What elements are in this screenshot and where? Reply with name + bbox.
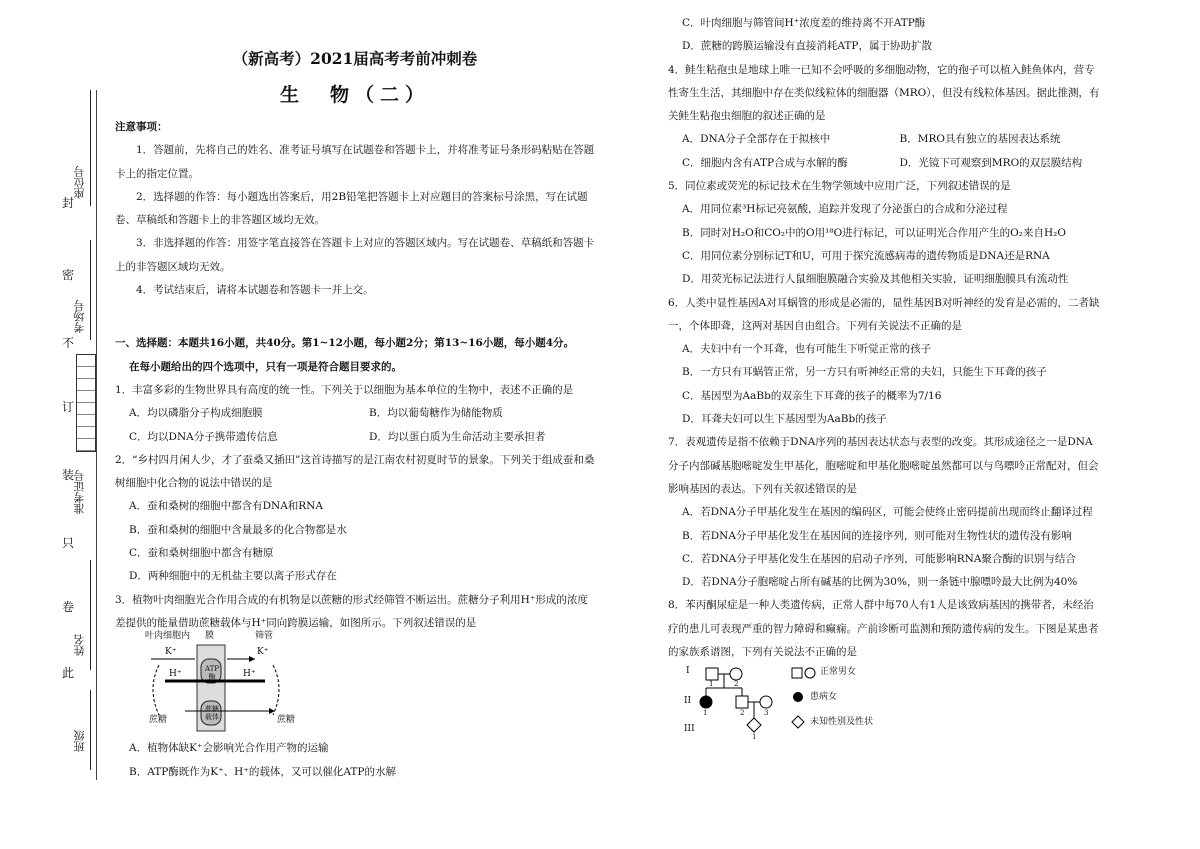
pedigree-gen-iii: III: [684, 724, 695, 735]
q2-option-b[interactable]: B．蚕和桑树的细胞中含量最多的化合物都是水: [129, 523, 347, 536]
exam-room-line: [90, 240, 91, 340]
question-1-stem: 1．丰富多彩的生物世界具有高度的统一性。下列关于以细胞为基本单位的生物中，表述不正确的是: [115, 383, 574, 396]
binding-char: 不: [62, 336, 75, 350]
figure-label-k-right: K⁺: [257, 647, 269, 658]
notice-item: 1．答题前，先将自己的姓名、准考证号填写在试题卷和答题卡上，并将准考证号条形码粘贴在答题卡上的指定位置。: [115, 144, 595, 180]
membrane-transport-figure: [145, 631, 305, 737]
q3-option-a[interactable]: A．植物体缺K⁺会影响光合作用产物的运输: [129, 742, 329, 755]
class-line: [90, 690, 91, 770]
q6-option-b[interactable]: B．一方只有耳蜗管正常，另一方只有听神经正常的夫妇，只能生下耳聋的孩子: [682, 366, 1047, 379]
binding-char: 只: [62, 536, 75, 550]
q4-option-b[interactable]: B．MRO具有独立的基因表达系统: [899, 133, 1061, 146]
class-label: 班级: [73, 730, 86, 752]
figure-label-atp-enzyme: ATP酶: [204, 665, 220, 682]
q7-option-d[interactable]: D．若DNA分子胞嘧啶占所有碱基的比例为30%，则一条链中腺嘌呤最大比例为40%: [682, 576, 1078, 589]
question-7-stem: 7．表观遗传是指不依赖于DNA序列的基因表达状态与表型的改变。其形成途径之一是DNA分子内部碱基胞嘧啶发生甲基化，胞嘧啶和甲基化胞嘧啶虽然都可以与鸟嘌呤正常配对，但会影响基因的表达。下列有关叙述错误的是: [668, 436, 1099, 495]
section-heading-line2: 在每小题给出的四个选项中，只有一项是符合题目要求的。: [129, 360, 402, 373]
q4-option-c[interactable]: C．细胞内含有ATP合成与水解的酶: [682, 156, 848, 169]
pedigree-figure: [684, 664, 884, 744]
pedigree-iii1-unknown: [747, 718, 761, 732]
q2-option-c[interactable]: C．蚕和桑树细胞中都含有糖原: [129, 547, 274, 560]
exam-title: （新高考）2021届高考考前冲刺卷: [232, 49, 478, 68]
q1-option-d[interactable]: D．均以蛋白质为生命活动主要承担者: [369, 430, 546, 443]
seat-number-line: [90, 90, 91, 206]
question-5-stem: 5．同位素或荧光的标记技术在生物学领域中应用广泛，下列叙述错误的是: [668, 180, 1011, 193]
q5-option-b[interactable]: B．同时对H₂O和CO₂中的O用¹⁸O进行标记，可以证明光合作用产生的O₂来自H₂O: [682, 226, 1066, 239]
notice-item: 2．选择题的作答：每小题选出答案后，用2B铅笔把答题卡上对应题目的答案标号涂黑，写在试题卷、草稿纸和答题卡上的非答题区域均无效。: [115, 190, 588, 227]
q5-option-c[interactable]: C．用同位素分别标记T和U，可用于探究流感病毒的遗传物质是DNA还是RNA: [682, 249, 1050, 262]
id-number-label: 准考证号: [73, 470, 86, 514]
pedigree-gen-i: I: [686, 666, 690, 677]
figure-label-carrier: 蔗糖载体: [205, 705, 219, 722]
exam-room-label: 考场号: [73, 300, 86, 333]
pedigree-num: 3: [764, 709, 769, 718]
notice-item: 4．考试结束后，请将本试题卷和答题卡一并上交。: [136, 284, 374, 297]
right-column: [668, 12, 1103, 744]
q3-option-b[interactable]: B．ATP酶既作为K⁺、H⁺的载体，又可以催化ATP的水解: [129, 765, 396, 778]
seat-number-label: 座位号: [73, 166, 86, 199]
name-line: [90, 560, 91, 670]
q5-option-a[interactable]: A．用同位素³H标记亮氨酸，追踪并发现了分泌蛋白的合成和分泌过程: [682, 203, 1008, 216]
figure-label-cell: 叶肉细胞内: [145, 631, 191, 642]
pedigree-gen-ii: II: [684, 696, 692, 707]
figure-label-k-left: K⁺: [165, 647, 177, 658]
binding-char: 订: [62, 400, 75, 414]
legend-unknown-icon: [792, 716, 804, 728]
binding-char: 封: [62, 196, 75, 210]
notice-item: 3．非选择题的作答：用签字笔直接答在答题卡上对应的答题区域内。写在试题卷、草稿纸和答题卡上的非答题区域均无效。: [115, 237, 595, 273]
notice-heading: 注意事项：: [115, 121, 168, 133]
binding-line: [96, 90, 97, 780]
q2-option-a[interactable]: A．蚕和桑树的细胞中都含有DNA和RNA: [129, 500, 323, 513]
exam-subtitle: 生 物（二）: [279, 84, 430, 106]
pedigree-ii1-affected-female: [700, 696, 712, 708]
figure-label-sieve: 筛管: [255, 631, 274, 642]
pedigree-i2-female: [730, 668, 742, 680]
pedigree-num: 2: [740, 709, 745, 718]
q2-option-d[interactable]: D．两种细胞中的无机盐主要以离子形式存在: [129, 570, 337, 583]
binding-char: 此: [62, 666, 75, 680]
pedigree-num: 1: [752, 733, 757, 742]
q4-option-d[interactable]: D．光镜下可观察到MRO的双层膜结构: [899, 156, 1083, 169]
pedigree-num: 1: [703, 709, 708, 718]
q1-option-a[interactable]: A．均以磷脂分子构成细胞膜: [129, 407, 263, 420]
binding-char: 装: [62, 468, 75, 482]
figure-label-h-right: H⁺: [243, 669, 256, 680]
q1-option-c[interactable]: C．均以DNA分子携带遗传信息: [129, 430, 278, 443]
pedigree-num: 2: [734, 680, 739, 689]
question-4-stem: 4．鲑生粘孢虫是地球上唯一已知不会呼吸的多细胞动物，它的孢子可以植入鲑鱼体内，营专性寄生生活，其细胞中存在类似线粒体的细胞器（MRO），但没有线粒体基因。据此推测，有关鲑生粘孢虫细胞的叙述正确的是: [668, 63, 1100, 123]
q6-option-a[interactable]: A．夫妇中有一个耳聋，也有可能生下听觉正常的孩子: [682, 343, 932, 356]
question-8-stem: 8．苯丙酮尿症是一种人类遗传病，正常人群中每70人有1人是该致病基因的携带者，未经治疗的患儿可表现严重的智力障碍和癫痫。产前诊断可监测和预防遗传病的发生。下图是某患者的家族系谱图，下列有关说法不正确的是: [668, 599, 1099, 659]
question-6-stem: 6．人类中显性基因A对耳蜗管的形成是必需的，显性基因B对听神经的发育是必需的，二者缺一，个体即聋，这两对基因自由组合。下列有关说法不正确的是: [668, 296, 1100, 332]
id-number-grid[interactable]: [76, 354, 96, 452]
q3-option-c[interactable]: C．叶肉细胞与筛管间H⁺浓度差的维持离不开ATP酶: [682, 17, 926, 29]
binding-char: 密: [62, 268, 75, 282]
figure-label-sucrose-right: 蔗糖: [277, 715, 296, 726]
legend-normal-label: 正常男女: [820, 667, 857, 678]
legend-affected-label: 患病女: [810, 692, 838, 703]
pedigree-ii3-female: [760, 696, 772, 708]
q6-option-c[interactable]: C．基因型为AaBb的双亲生下耳聋的孩子的概率为7/16: [682, 389, 942, 402]
q4-option-a[interactable]: A．DNA分子全部存在于拟核中: [682, 133, 831, 146]
legend-affected-female-icon: [793, 692, 803, 702]
question-3-stem: 3．植物叶肉细胞光合作用合成的有机物是以蔗糖的形式经筛管不断运出。蔗糖分子利用H⁺形成的浓度差提供的能量借助蔗糖载体与H⁺同向跨膜运输，如图所示。下列叙述错误的是: [115, 593, 588, 629]
q6-option-d[interactable]: D．耳聋夫妇可以生下基因型为AaBb的孩子: [682, 413, 887, 426]
question-2-stem: 2．“乡村四月闲人少，才了蚕桑又插田”这首诗描写的是江南农村初夏时节的景象。下列关于组成蚕和桑树细胞中化合物的说法中错误的是: [115, 453, 595, 490]
name-label: 姓名: [73, 634, 86, 656]
section-heading: 一、选择题：本题共16小题，共40分。第1~12小题，每小题2分；第13~16小题，每小题4分。: [115, 337, 575, 350]
figure-label-membrane: 膜: [205, 631, 215, 642]
q1-option-b[interactable]: B．均以葡萄糖作为储能物质: [369, 407, 503, 420]
pedigree-num: 1: [709, 680, 714, 689]
pedigree-ii2-male: [736, 696, 748, 708]
q7-option-a[interactable]: A．若DNA分子甲基化发生在基因的编码区，可能会使终止密码提前出现而终止翻译过程: [682, 506, 1093, 519]
legend-unknown-label: 未知性别及性状: [810, 717, 874, 728]
figure-label-h-left: H⁺: [169, 669, 182, 680]
q5-option-d[interactable]: D．用荧光标记法进行人鼠细胞膜融合实验及其他相关实验，证明细胞膜具有流动性: [682, 273, 1069, 286]
q7-option-b[interactable]: B．若DNA分子甲基化发生在基因间的连接序列，则可能对生物性状的遗传没有影响: [682, 529, 1072, 542]
left-column: [115, 46, 595, 784]
legend-normal-female-icon: [805, 668, 815, 678]
legend-normal-male-icon: [792, 668, 802, 678]
figure-label-sucrose-left: 蔗糖: [149, 715, 168, 726]
q3-option-d[interactable]: D．蔗糖的跨膜运输没有直接消耗ATP，属于协助扩散: [682, 40, 932, 53]
pedigree-i1-male: [706, 668, 718, 680]
binding-char: 卷: [62, 600, 75, 614]
q7-option-c[interactable]: C．若DNA分子甲基化发生在基因的启动子序列，可能影响RNA聚合酶的识别与结合: [682, 552, 1076, 565]
